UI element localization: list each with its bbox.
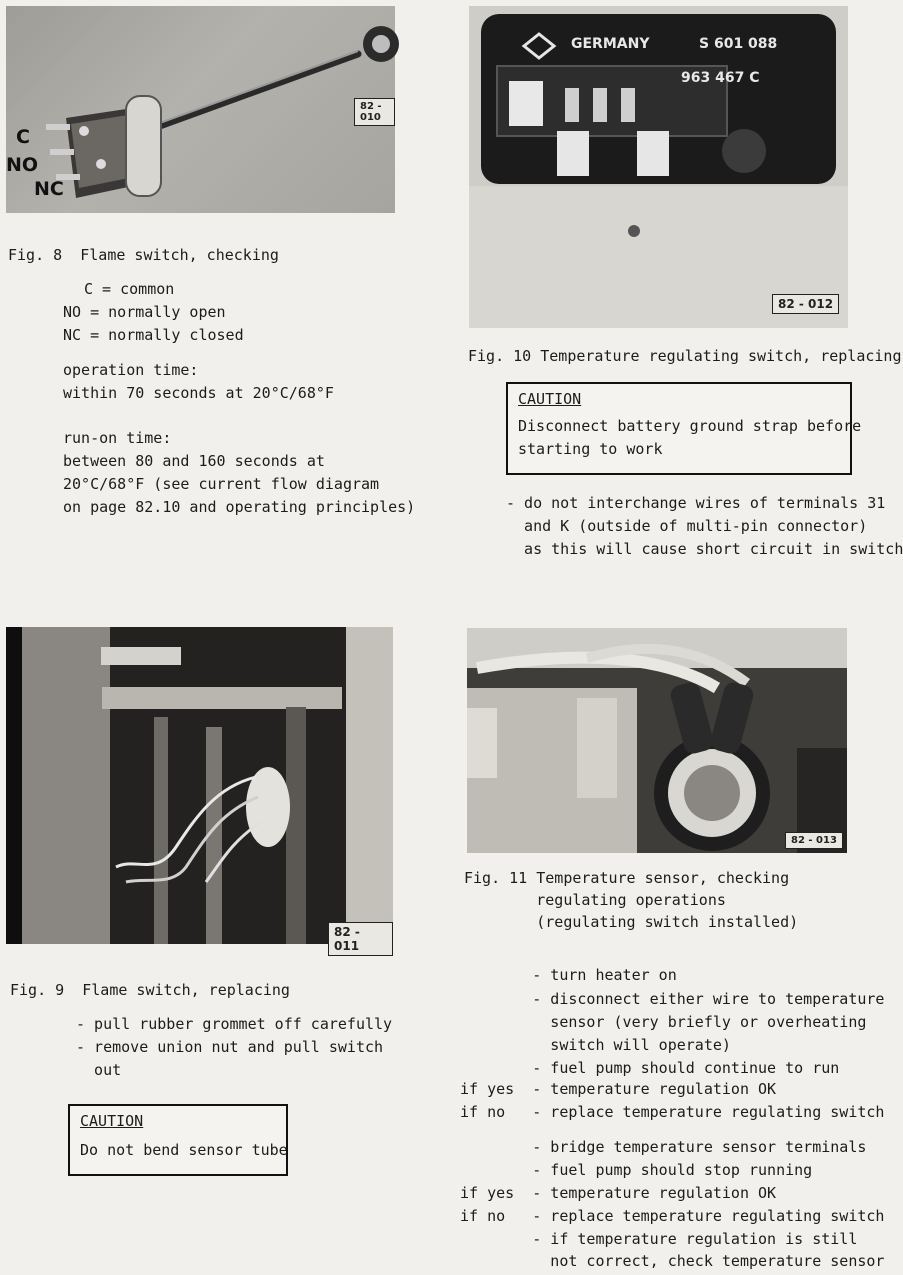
callout-no: NO — [6, 154, 39, 176]
fig11-proc2-4: if no - replace temperature regulating switch — [460, 1207, 885, 1225]
operation-time-value: within 70 seconds at 20°C/68°F — [63, 384, 334, 402]
temperature-sensor-illustration — [467, 628, 847, 853]
fig9-photo — [6, 627, 393, 953]
fig11-caption-1: Fig. 11 Temperature sensor, checking — [464, 869, 790, 887]
fig9-step-2: - remove union nut and pull switch — [76, 1038, 384, 1056]
caution-heading: CAUTION — [80, 1112, 144, 1130]
flame-switch-illustration — [6, 6, 395, 213]
fig11-proc2-6: not correct, check temperature sensor — [460, 1252, 885, 1270]
photo-tag: 82 - 013 — [785, 832, 843, 849]
relay-label-germany: GERMANY — [571, 36, 650, 52]
runon-line-1: between 80 and 160 seconds at — [63, 452, 325, 470]
callout-nc: NC — [34, 178, 64, 200]
fig9-step-1: - pull rubber grommet off carefully — [76, 1015, 393, 1033]
operation-time-label: operation time: — [63, 361, 199, 379]
fig11-proc-5: - fuel pump should continue to run — [460, 1059, 840, 1077]
runon-time-label: run-on time: — [63, 429, 172, 447]
caution-heading: CAUTION — [518, 390, 582, 408]
fig11-proc2-1: - bridge temperature sensor terminals — [460, 1138, 867, 1156]
fig8-legend-closed: NC = normally closed — [63, 326, 244, 344]
fig11-caption-2: regulating operations — [464, 891, 726, 909]
fig10-note-2: and K (outside of multi-pin connector) — [506, 517, 868, 535]
fig9-caption: Fig. 9 Flame switch, replacing — [10, 981, 290, 999]
fig11-proc-6: if yes - temperature regulation OK — [460, 1080, 777, 1098]
runon-line-2: 20°C/68°F (see current flow diagram — [63, 475, 380, 493]
relay-label-part: S 601 088 — [699, 36, 778, 52]
photo-tag: 82 - 012 — [772, 294, 839, 314]
caution-line-1: Disconnect battery ground strap before — [518, 417, 862, 435]
runon-line-3: on page 82.10 and operating principles) — [63, 498, 416, 516]
fig8-legend-open: NO = normally open — [63, 303, 226, 321]
fig11-proc2-2: - fuel pump should stop running — [460, 1161, 813, 1179]
fig10-note-3: as this will cause short circuit in switch — [506, 540, 903, 558]
fig10-caution-box — [506, 382, 862, 475]
fig10-photo — [469, 6, 848, 328]
fig11-proc-3: sensor (very briefly or overheating — [460, 1013, 867, 1031]
fig8-legend-common: C = common — [84, 280, 175, 298]
fig11-proc-1: - turn heater on — [460, 966, 677, 984]
heater-interior-illustration — [6, 627, 393, 944]
fig8-photo — [6, 6, 395, 213]
caution-body: Do not bend sensor tube — [80, 1141, 288, 1159]
callout-c: C — [16, 126, 30, 148]
photo-tag: 82 - 011 — [328, 922, 393, 956]
fig11-photo — [467, 628, 847, 853]
fig10-note-1: - do not interchange wires of terminals 31 — [506, 494, 886, 512]
fig11-proc2-5: - if temperature regulation is still — [460, 1230, 858, 1248]
fig11-proc-4: switch will operate) — [460, 1036, 731, 1054]
relay-illustration — [469, 6, 848, 328]
fig11-caption-3: (regulating switch installed) — [464, 913, 799, 931]
fig11-proc2-3: if yes - temperature regulation OK — [460, 1184, 777, 1202]
photo-tag: 82 - 010 — [354, 98, 395, 126]
relay-label-number: 963 467 C — [681, 70, 760, 86]
fig11-proc-2: - disconnect either wire to temperature — [460, 990, 885, 1008]
fig9-caution-box — [68, 1104, 288, 1176]
fig10-caption: Fig. 10 Temperature regulating switch, replacing — [468, 347, 902, 365]
fig11-proc-7: if no - replace temperature regulating switch — [460, 1103, 885, 1121]
caution-line-2: starting to work — [518, 440, 663, 458]
fig8-caption: Fig. 8 Flame switch, checking — [8, 246, 279, 264]
fig9-step-3: out — [76, 1061, 122, 1079]
